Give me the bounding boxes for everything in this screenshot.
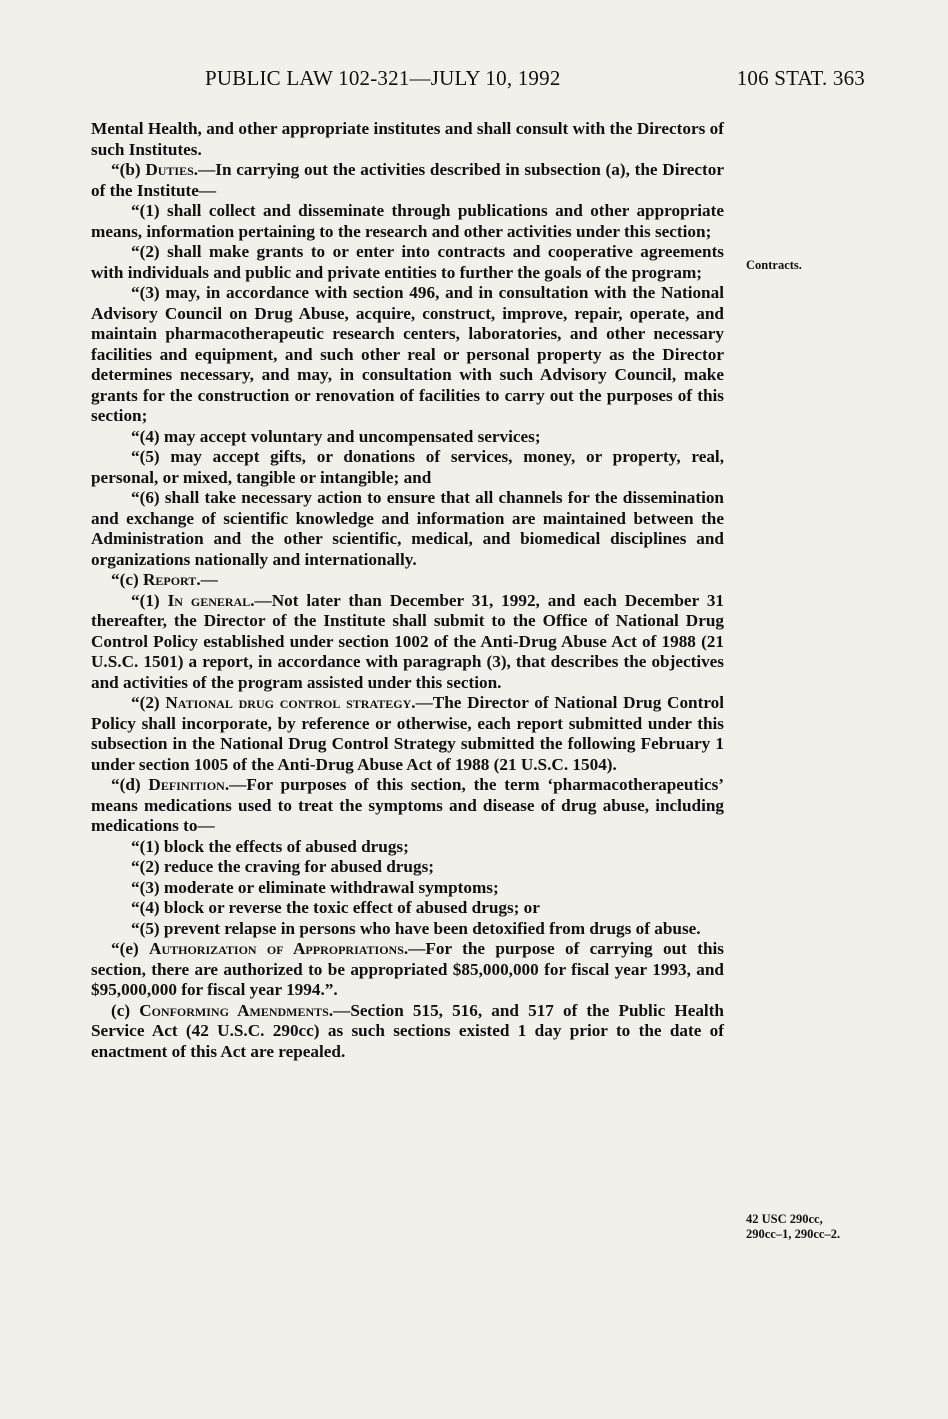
conforming-amendments-heading: Conforming Amendments [139,1000,329,1020]
subsection-c-open: “(c) [111,570,143,589]
subsection-c-body: .— [196,570,218,589]
paragraph-c1-heading: In general [167,590,251,610]
margin-note-contracts: Contracts. [746,258,802,272]
paragraph-b5: “(5) may accept gifts, or donations of services, money, or property, real, personal, or mixed, tangible or intangible; and [91,447,724,487]
paragraph-b1: “(1) shall collect and disseminate through publications and other appropriate means, information pertaining to the research and other activities under this section; [91,201,724,241]
subsection-b-open: “(b) [111,160,146,179]
paragraph-d1: “(1) block the effects of abused drugs; [131,836,409,856]
paragraph-c2-heading: National drug control strategy [165,693,412,712]
paragraph-c2 [91,693,724,775]
paragraph-d3: “(3) moderate or eliminate withdrawal symptoms; [131,877,499,897]
subsection-b [91,160,724,201]
subsection-d-heading: Definition [148,775,225,794]
statute-page-number: 106 STAT. 363 [736,66,865,90]
subsection-c-heading: Report [142,570,197,589]
paragraph-b6: “(6) shall take necessary action to ensure that all channels for the dissemination and exchange of scientific knowledge and information are maintained between the Administration and the other scientific, medical, and biomedical disciplines and organizations nationally and internationally. [91,488,724,569]
conforming-amendments-open: (c) [111,1000,140,1020]
subsection-d-body: .—For purposes of this section, the term ‘pharmacotherapeutics’ means medications used to treat the symptoms and disease of drug abuse, including medications to— [91,775,724,835]
margin-note-usc [746,1212,840,1242]
subsection-c [91,570,724,591]
paragraph-c1 [91,591,724,694]
document-body [91,119,724,1062]
conforming-amendments-body: .—Section 515, 516, and 517 of the Public Health Service Act (42 U.S.C. 290cc) as such sections existed 1 day prior to the date of enactment of this Act are repealed. [91,1000,724,1061]
subsection-e-body: .—For the purpose of carrying out this section, there are authorized to be appropriated $85,000,000 for fiscal year 1993, and $95,000,000 for fiscal year 1994.”. [91,939,724,999]
paragraph-c1-open: “(1) [131,590,168,610]
paragraph-c1-body: .—Not later than December 31, 1992, and each December 31 thereafter, the Director of the Institute shall submit to the Office of National Drug Control Policy established under section 1002 of the Anti-Drug Abuse Act of 1988 (21 U.S.C. 1501) a report, in accordance with paragraph (3), that describes the objectives and activities of the program assisted under this section. [91,590,725,692]
paragraph-b2: “(2) shall make grants to or enter into contracts and cooperative agreements with individuals and public and private entities to further the goals of the program; [91,242,724,282]
subsection-e [91,939,724,1001]
paragraph-c2-body: .—The Director of National Drug Control Policy shall incorporate, by reference or otherwise, each report submitted under this subsection in the National Drug Control Strategy submitted the following February 1 under section 1005 of the Anti-Drug Abuse Act of 1988 (21 U.S.C. 1504). [91,693,725,774]
running-header [205,66,865,100]
paragraph-d2: “(2) reduce the craving for abused drugs; [131,857,434,876]
paragraph-d5: “(5) prevent relapse in persons who have been detoxified from drugs of abuse. [131,918,701,938]
subsection-e-heading: Authorization of Appropriations [149,939,404,958]
paragraph-d4: “(4) block or reverse the toxic effect of abused drugs; or [131,898,540,917]
subsection-d [91,775,724,837]
paragraph-b4: “(4) may accept voluntary and uncompensated services; [131,426,541,446]
subsection-e-open: “(e) [111,939,150,958]
header-title: PUBLIC LAW 102-321—JULY 10, 1992 [205,66,561,90]
paragraph-c2-open: “(2) [131,693,166,712]
subsection-b-heading: Duties [145,160,194,179]
paragraph-continuation: Mental Health, and other appropriate institutes and shall consult with the Directors of such Institutes. [91,119,724,159]
subsection-b-body: .—In carrying out the activities described in subsection (a), the Director of the Institute— [91,160,724,200]
conforming-amendments [91,1001,724,1063]
paragraph-b3: “(3) may, in accordance with section 496, and in consultation with the National Advisory Council on Drug Abuse, acquire, construct, improve, repair, operate, and maintain pharmacotherapeutic research centers, laboratories, and other necessary facilities and equipment, and such other real or personal property as the Director determines necessary, and may, in consultation with such Advisory Council, make grants for the construction or renovation of facilities to carry out the purposes of this section; [91,283,724,425]
margin-note-usc-line1: 42 USC 290cc, [746,1212,823,1226]
subsection-d-open: “(d) [111,775,149,794]
margin-note-usc-line2: 290cc–1, 290cc–2. [746,1227,841,1241]
